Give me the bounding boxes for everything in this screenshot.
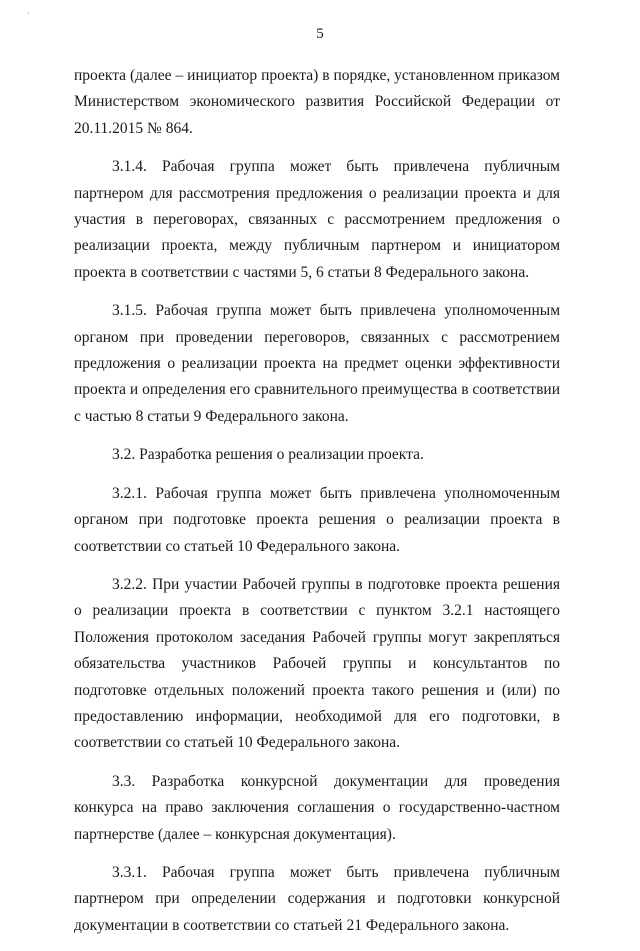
- paragraph-3-3: 3.3. Разработка конкурсной документации для проведения конкурса на право заключения соглашения о государственно-частном партнерстве (далее – конкурсная документация).: [74, 772, 560, 843]
- paragraph-3-2-2: 3.2.2. При участии Рабочей группы в подготовке проекта решения о реализации проекта в соответствии с пунктом 3.2.1 настоящего Положения протоколом заседания Рабочей группы могут закрепляться обязательства участников Рабочей группы и консультантов по подготовке отдельных положений проекта такого решения и (или) по предоставлению информации, необходимой для его подготовки, в соответствии со статьей 10 Федерального закона.: [74, 575, 560, 752]
- paragraph-3-1-4: 3.1.4. Рабочая группа может быть привлечена публичным партнером для рассмотрения предложения о реализации проекта и для участия в переговорах, связанных с рассмотрением предложения о реализации проекта, между публичным партнером и инициатором проекта в соответствии с частями 5, 6 статьи 8 Федерального закона.: [74, 158, 560, 281]
- scan-mark: ·: [27, 9, 30, 18]
- page-number: 5: [316, 26, 324, 42]
- paragraph-3-2-1: 3.2.1. Рабочая группа может быть привлечена уполномоченным органом при подготовке проекта решения о реализации проекта в соответствии со статьей 10 Федерального закона.: [74, 484, 560, 555]
- paragraph-continuation: проекта (далее – инициатор проекта) в порядке, установленном приказом Министерством экономического развития Российской Федерации от 20.11.2015 № 864.: [74, 67, 560, 137]
- paragraph-3-1-5: 3.1.5. Рабочая группа может быть привлечена уполномоченным органом при проведении переговоров, связанных с рассмотрением предложения о реализации проекта на предмет оценки эффективности проекта и определения его сравнительного преимущества в соответствии с частью 8 статьи 9 Федерального закона.: [74, 302, 560, 425]
- document-body: [74, 63, 560, 951]
- paragraph-3-2: 3.2. Разработка решения о реализации проекта.: [112, 446, 424, 464]
- paragraph-3-3-1: 3.3.1. Рабочая группа может быть привлечена публичным партнером при определении содержания и подготовки конкурсной документации в соответствии со статьей 21 Федерального закона.: [74, 863, 560, 934]
